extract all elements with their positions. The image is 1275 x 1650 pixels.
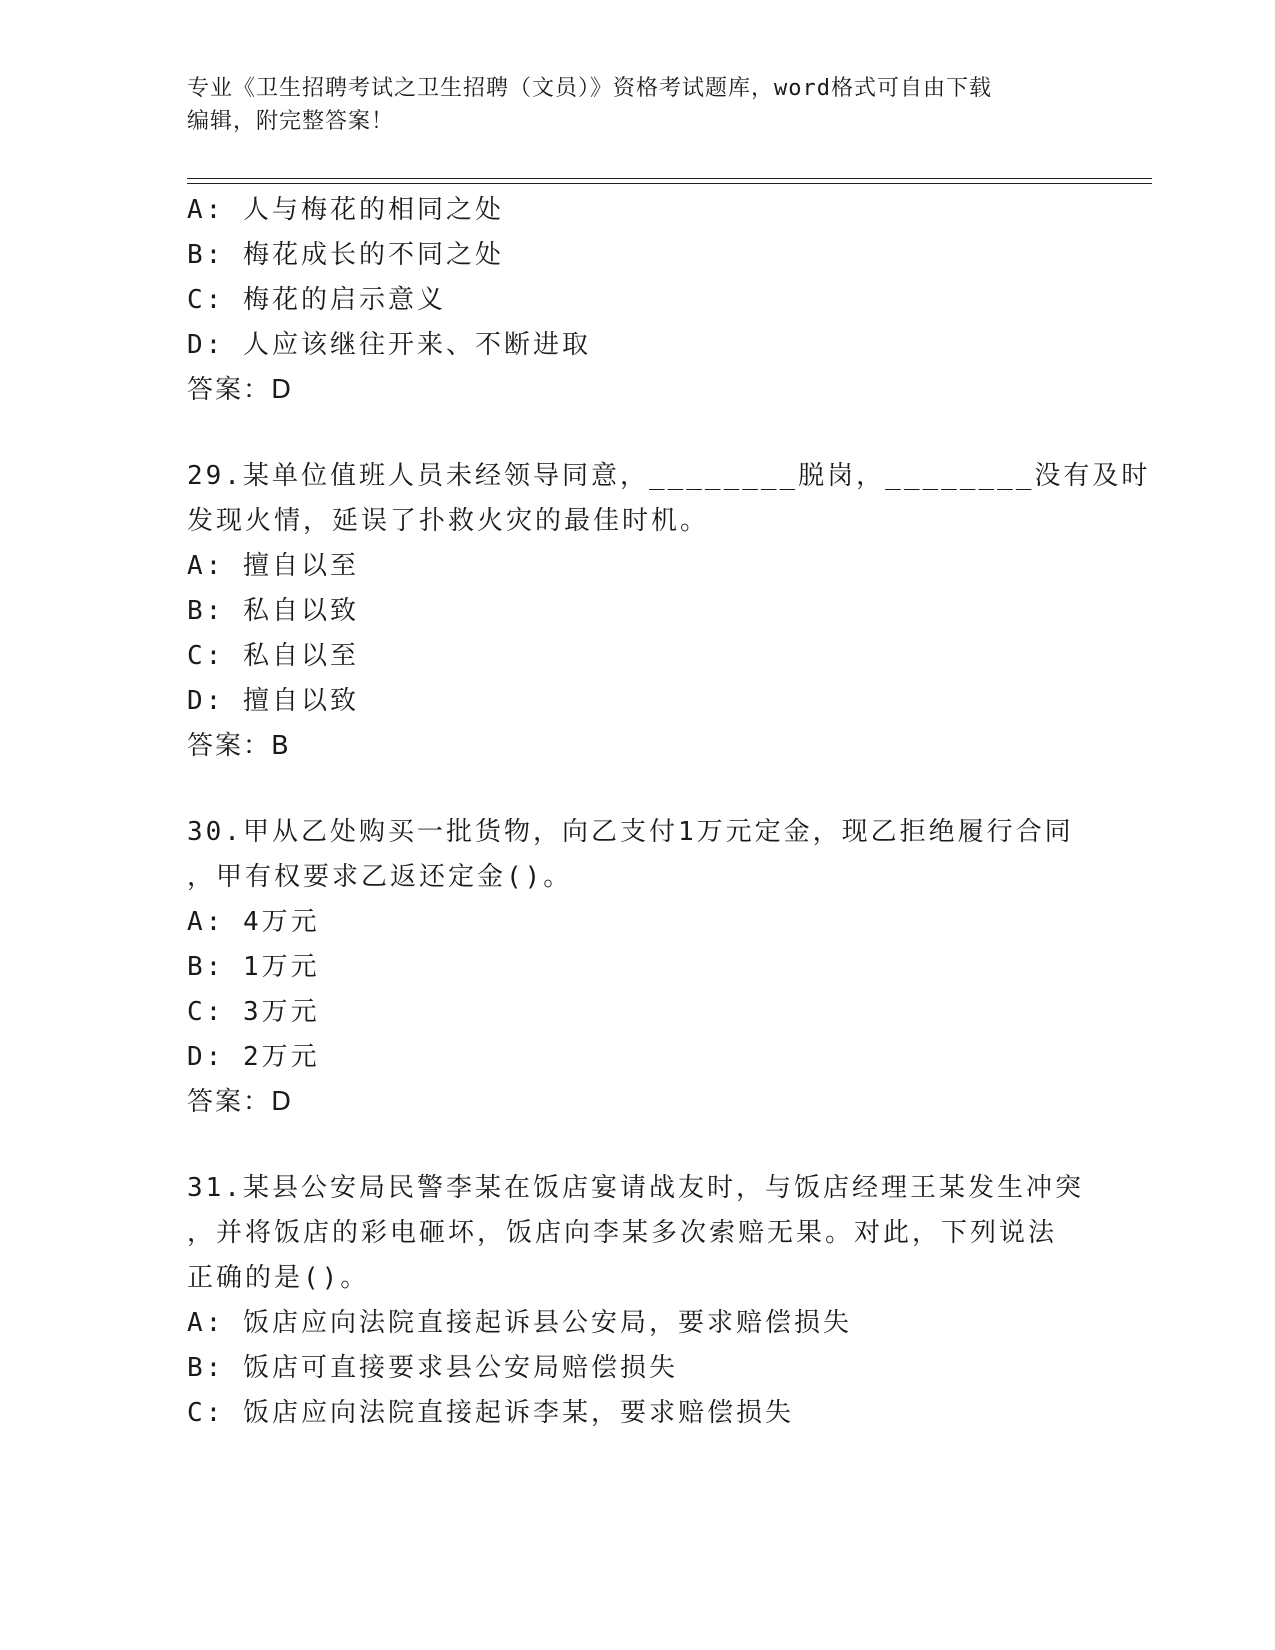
question-31 [187,1166,1084,1436]
question-text-line: 31.某县公安局民警李某在饭店宴请战友时，与饭店经理王某发生冲突 [187,1173,1084,1203]
option-a: A: 人与梅花的相同之处 [187,195,504,225]
option-b: B: 饭店可直接要求县公安局赔偿损失 [187,1353,678,1383]
header-divider-top [187,178,1152,179]
option-c: C: 3万元 [187,997,320,1027]
document-header [187,72,1087,138]
option-b: B: 1万元 [187,952,320,982]
document-body [187,188,1151,1436]
question-30 [187,810,1077,1125]
option-b: B: 私自以致 [187,596,359,626]
question-text-line: ，甲有权要求乙返还定金()。 [187,862,573,892]
answer-line: 答案：B [187,731,291,761]
option-a: A: 4万元 [187,907,320,937]
option-a: A: 饭店应向法院直接起诉县公安局，要求赔偿损失 [187,1308,852,1338]
question-text-line: 正确的是()。 [187,1263,370,1293]
header-line-1: 专业《卫生招聘考试之卫生招聘（文员）》资格考试题库，word格式可自由下载 [187,76,992,101]
header-divider-bottom [187,183,1152,184]
answer-line: 答案：D [187,375,294,405]
option-d: D: 擅自以致 [187,686,359,716]
question-text-line: 30.甲从乙处购买一批货物，向乙支付1万元定金，现乙拒绝履行合同 [187,817,1074,847]
option-a: A: 擅自以至 [187,551,359,581]
header-line-2: 编辑，附完整答案！ [187,109,395,134]
option-d: D: 人应该继往开来、不断进取 [187,330,591,360]
option-b: B: 梅花成长的不同之处 [187,240,504,270]
option-c: C: 饭店应向法院直接起诉李某，要求赔偿损失 [187,1398,794,1428]
answer-line: 答案：D [187,1087,294,1117]
question-text-line: ，并将饭店的彩电砸坏，饭店向李某多次索赔无果。对此，下列说法 [187,1218,1058,1248]
option-c: C: 私自以至 [187,641,359,671]
option-d: D: 2万元 [187,1042,320,1072]
question-text-line: 发现火情，延误了扑救火灾的最佳时机。 [187,506,710,536]
option-c: C: 梅花的启示意义 [187,285,446,315]
question-text-line: 29.某单位值班人员未经领导同意，________脱岗，________没有及时 [187,461,1151,491]
question-29 [187,454,1151,769]
prev-question [187,188,1077,413]
